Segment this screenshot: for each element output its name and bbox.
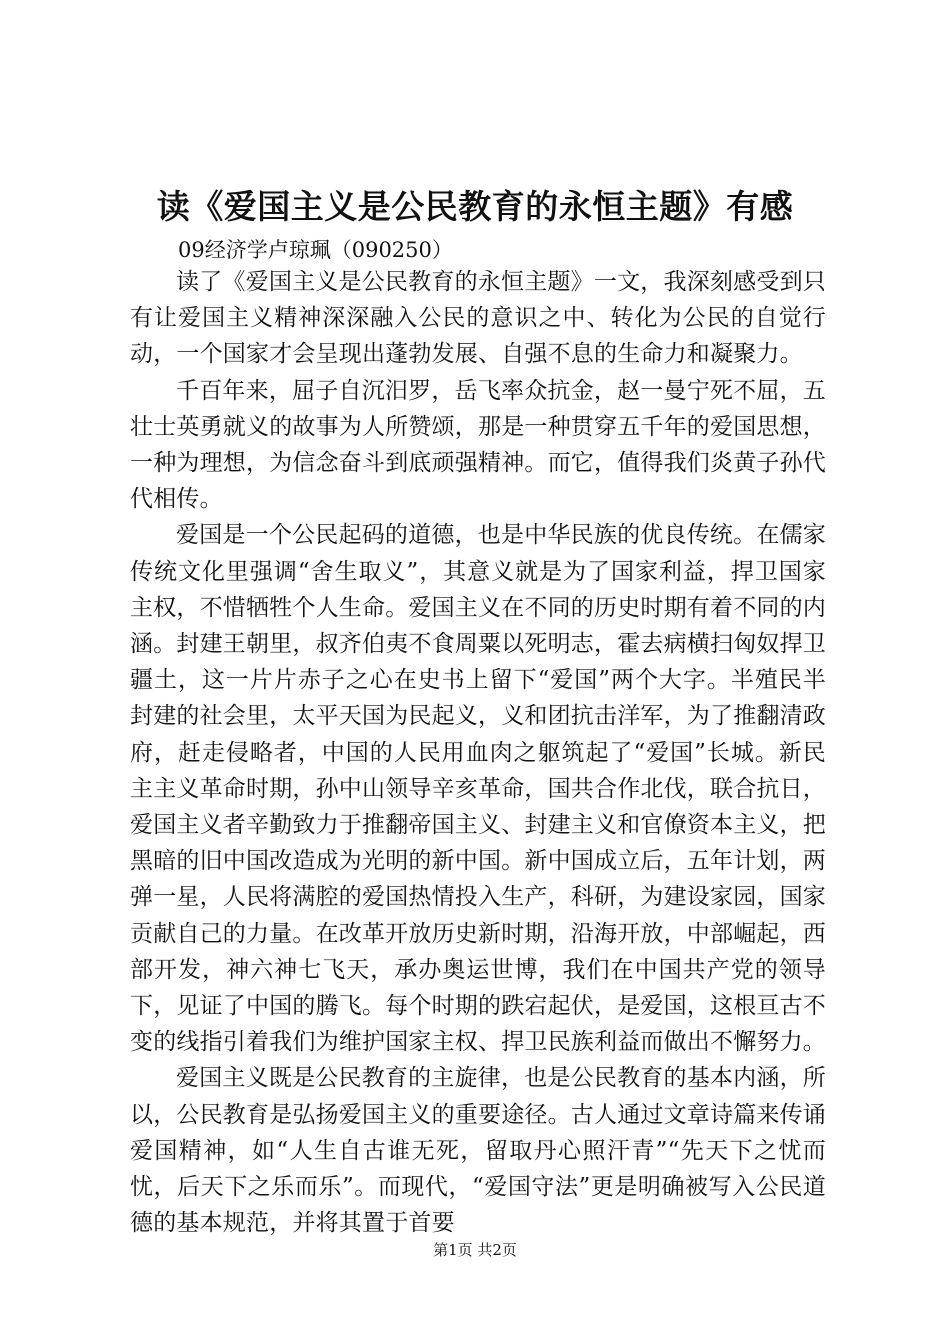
paragraph: 读了《爱国主义是公民教育的永恒主题》一文，我深刻感受到只有让爱国主义精神深深融入公民的意识之中、转化为公民的自觉行动，一个国家才会呈现出蓬勃发展、自强不息的生命力和凝聚力。 [130, 269, 826, 368]
page-footer: 第1页 共2页 [433, 1241, 517, 1259]
document-body [130, 264, 826, 1241]
author-line: 09经济学卢琼珮（090250） [178, 238, 453, 262]
document-title: 读《爱国主义是公民教育的永恒主题》有感 [156, 187, 794, 226]
paragraph: 千百年来，屈子自沉汨罗，岳飞率众抗金，赵一曼宁死不屈，五壮士英勇就义的故事为人所赞颂，那是一种贯穿五千年的爱国思想，一种为理想，为信念奋斗到底顽强精神。而它，值得我们炎黄子孙代代相传。 [130, 377, 826, 513]
paragraph: 爱国主义既是公民教育的主旋律，也是公民教育的基本内涵，所以，公民教育是弘扬爱国主义的重要途径。古人通过文章诗篇来传诵爱国精神，如“人生自古谁无死，留取丹心照汗青”“先天下之忧而忧，后天下之乐而乐”。而现代，“爱国守法”更是明确被写入公民道德的基本规范，并将其置于首要 [130, 1065, 826, 1237]
paragraph: 爱国是一个公民起码的道德，也是中华民族的优良传统。在儒家传统文化里强调“舍生取义”，其意义就是为了国家利益，捍卫国家主权，不惜牺牲个人生命。爱国主义在不同的历史时期有着不同的内涵。封建王朝里，叔齐伯夷不食周粟以死明志，霍去病横扫匈奴捍卫疆土，这一片片赤子之心在史书上留下“爱国”两个大字。半殖民半封建的社会里，太平天国为民起义，义和团抗击洋军，为了推翻清政府，赶走侵略者，中国的人民用血肉之躯筑起了“爱国”长城。新民主主义革命时期，孙中山领导辛亥革命，国共合作北伐，联合抗日，爱国主义者辛勤致力于推翻帝国主义、封建主义和官僚资本主义，把黑暗的旧中国改造成为光明的新中国。新中国成立后，五年计划，两弹一星，人民将满腔的爱国热情投入生产，科研，为建设家园，国家贡献自己的力量。在改革开放历史新时期，沿海开放，中部崛起，西部开发，神六神七飞天，承办奥运世博，我们在中国共产党的领导下，见证了中国的腾飞。每个时期的跌宕起伏，是爱国，这根亘古不变的线指引着我们为维护国家主权、捍卫民族利益而做出不懈努力。 [130, 522, 826, 1056]
